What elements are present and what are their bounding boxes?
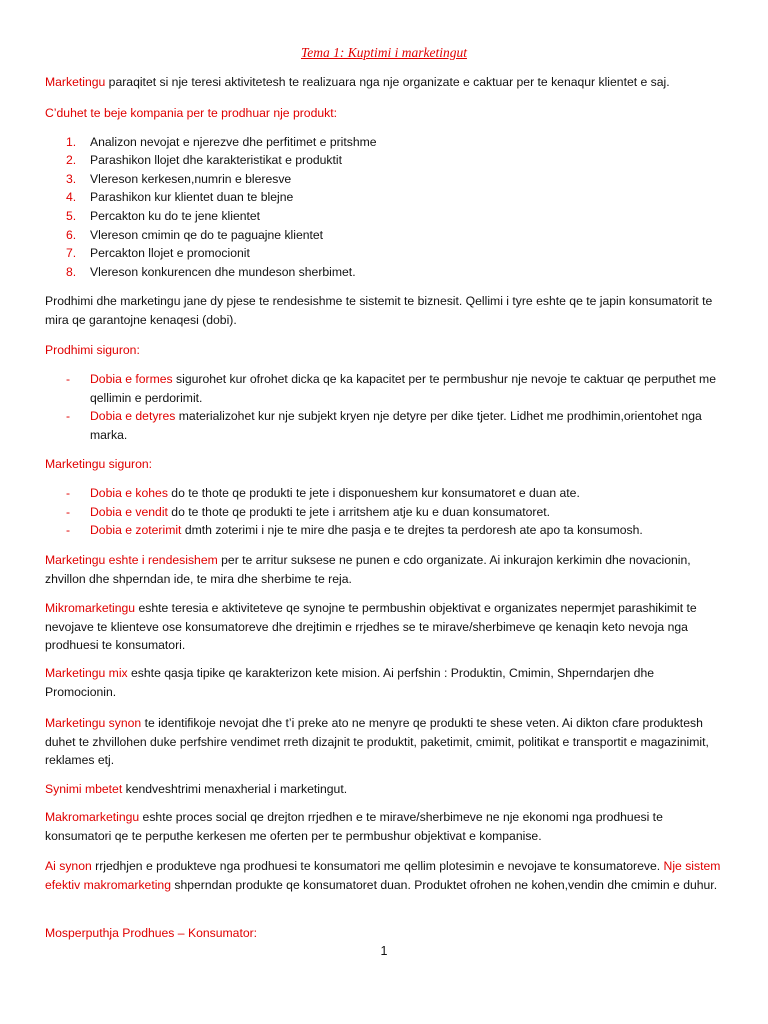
list-number: 7. — [66, 246, 77, 260]
list-number: 8. — [66, 265, 77, 279]
paragraph-marketing-definition — [45, 73, 725, 92]
term: Marketingu eshte i rendesishem — [45, 553, 218, 567]
paragraph-text: paraqitet si nje teresi aktivitetesh te realizuara nga nje organizate e caktuar per te kenaqur klientet e saj. — [105, 75, 670, 89]
paragraph-text: per te arritur suksese ne punen e cdo organizate. Ai inkurajon kerkimin dhe novacionin, zhvillon dhe shperndan ide, te mira dhe sherbime te reja. — [45, 553, 691, 586]
list-item — [66, 244, 250, 262]
term: Ai synon — [45, 859, 92, 873]
term: Dobia e vendit — [90, 505, 168, 519]
list-item — [66, 207, 260, 225]
list-item — [66, 170, 291, 188]
list-item — [66, 226, 323, 244]
list-text: Parashikon llojet dhe karakteristikat e produktit — [90, 153, 343, 167]
bullet-item — [66, 370, 726, 407]
paragraph-ai-synon — [45, 857, 725, 894]
list-text: Vlereson kerkesen,numrin e bleresve — [90, 172, 292, 186]
bullet-dash: - — [66, 372, 71, 386]
term: Dobia e zoterimit — [90, 523, 182, 537]
paragraph-text: rrjedhjen e produkteve nga prodhuesi te konsumatori me qellim plotesimin e nevojave te konsumatoreve. — [91, 859, 661, 873]
list-text: Analizon nevojat e njerezve dhe perfitimet e pritshme — [90, 135, 377, 149]
list-text: Vlereson cmimin qe do te paguajne klientet — [90, 228, 324, 242]
list-text: Vlereson konkurencen dhe mundeson sherbimet. — [90, 265, 356, 279]
list-text: Parashikon kur klientet duan te blejne — [90, 190, 294, 204]
bullet-text: dmth zoterimi i nje te mire dhe pasja e te drejtes ta perdoresh ate apo ta konsumosh. — [181, 523, 643, 537]
heading-company-steps: C’duhet te beje kompania per te prodhuar nje produkt: — [45, 106, 338, 120]
list-number: 1. — [66, 135, 77, 149]
list-item — [66, 263, 356, 281]
term: Dobia e detyres — [90, 409, 176, 423]
paragraph-synimi — [45, 780, 725, 799]
list-number: 6. — [66, 228, 77, 242]
paragraph-makromarketing — [45, 808, 725, 845]
bullet-dash: - — [66, 486, 71, 500]
paragraph-text: shperndan produkte qe konsumatoret duan. Produktet ofrohen ne kohen,vendin dhe cmimin e duhur. — [170, 877, 718, 892]
term-marketingu: Marketingu — [45, 75, 106, 89]
paragraph-mikromarketing — [45, 599, 725, 655]
paragraph-text: kendveshtrimi menaxherial i marketingut. — [122, 782, 348, 796]
heading-marketingu-siguron: Marketingu siguron: — [45, 457, 153, 471]
paragraph-text: eshte teresia e aktiviteteve qe synojne te permbushin objektivat e organizates nepermjet parashikimit te nevojave te klienteve ose konsumatoreve dhe drejtimin e rrjedhes se te mirave/sherbimeve qe kenaqin keto nevoja nga prodhuesi te konsumatori. — [45, 601, 697, 652]
list-item — [66, 151, 342, 169]
term: Synimi mbetet — [45, 782, 123, 796]
bullet-text: do te thote qe produkti te jete i disponueshem kur konsumatoret e duan ate. — [167, 486, 580, 500]
heading-mosperputhja: Mosperputhja Prodhues – Konsumator: — [45, 926, 258, 940]
bullet-text: sigurohet kur ofrohet dicka qe ka kapacitet per te permbushur nje nevoje te caktuar qe perputhet me qellimin e perdorimit. — [90, 372, 716, 405]
term: Nje sistem efektiv makromarketing — [45, 859, 721, 892]
list-number: 2. — [66, 153, 77, 167]
paragraph-text: te identifikoje nevojat dhe t’i preke ato ne menyre qe produkti te shese veten. Ai dikton cfare produktesh duhet te zhvillohen duke perfshire vendimet rreth dizajnit te produktit, paketimit, cmimit, politikat e transportit e magazinimit, reklames etj. — [45, 716, 709, 767]
bullet-dash: - — [66, 523, 71, 537]
list-item — [66, 188, 293, 206]
term: Dobia e kohes — [90, 486, 168, 500]
bullet-text: do te thote qe produkti te jete i arritshem atje ku e duan konsumatoret. — [167, 505, 551, 519]
paragraph-text: eshte proces social qe drejton rrjedhen e te mirave/sherbimeve ne nje ekonomi nga prodhuesi te konsumatori qe te perputhe kerkesen me oferten per te permbushur objektivat e kompanise. — [45, 810, 663, 843]
term: Marketingu synon — [45, 716, 142, 730]
term: Dobia e formes — [90, 372, 173, 386]
paragraph-production-marketing: Prodhimi dhe marketingu jane dy pjese te rendesishme te sistemit te biznesit. Qellimi i tyre eshte qe te japin konsumatorit te mira qe garantojne kenaqesi (dobi). — [45, 294, 713, 327]
list-text: Percakton ku do te jene klientet — [90, 209, 261, 223]
list-item — [66, 133, 377, 151]
document-title: Tema 1: Kuptimi i marketingut — [300, 45, 467, 60]
paragraph-marketing-aims — [45, 714, 725, 770]
paragraph-text: eshte qasja tipike qe karakterizon kete mision. Ai perfshin : Produktin, Cmimin, Shperndarjen dhe Promocionin. — [45, 666, 655, 699]
bullet-item — [66, 407, 726, 444]
term: Mikromarketingu — [45, 601, 136, 615]
bullet-dash: - — [66, 505, 71, 519]
list-number: 3. — [66, 172, 77, 186]
bullet-dash: - — [66, 409, 71, 423]
list-text: Percakton llojet e promocionit — [90, 246, 250, 260]
list-number: 4. — [66, 190, 77, 204]
paragraph-importance — [45, 551, 725, 588]
heading-prodhimi-siguron: Prodhimi siguron: — [45, 343, 140, 357]
paragraph-marketing-mix — [45, 664, 725, 701]
term: Makromarketingu — [45, 810, 140, 824]
term: Marketingu mix — [45, 666, 128, 680]
list-number: 5. — [66, 209, 77, 223]
bullet-text: materializohet kur nje subjekt kryen nje detyre per dike tjeter. Lidhet me prodhimin,orientohet nga marka. — [90, 409, 702, 442]
page-number: 1 — [380, 944, 388, 958]
